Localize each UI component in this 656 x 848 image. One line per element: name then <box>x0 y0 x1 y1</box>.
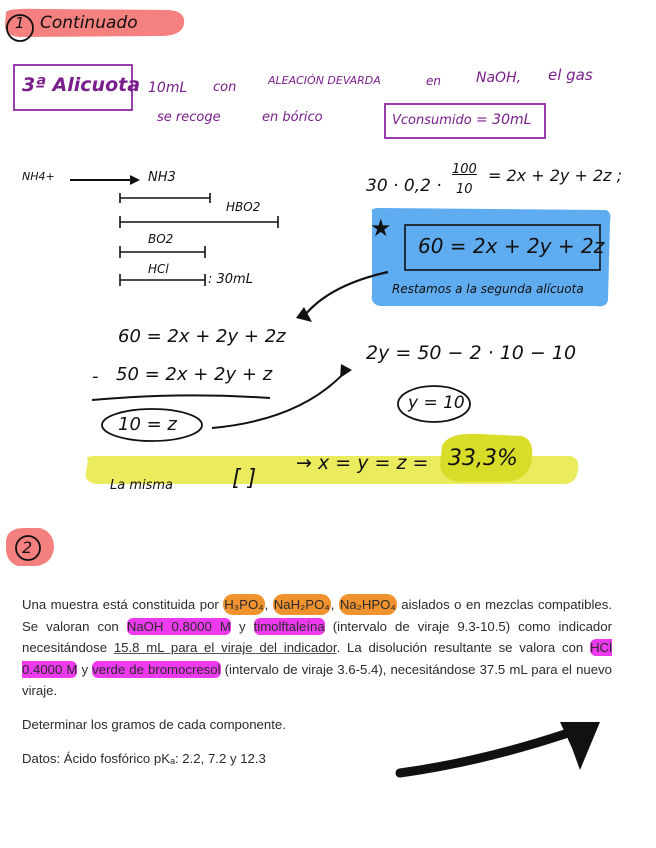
scheme-bo2: BO2 <box>148 232 174 246</box>
section-1-title: Continuado <box>40 13 138 33</box>
boric-text: en bórico <box>262 110 323 125</box>
calc-denominator: 10 <box>456 182 473 197</box>
problem-paragraph-2: Determinar los gramos de cada componente. <box>22 716 286 732</box>
separator: , <box>264 597 273 612</box>
conclusion-brackets: [ ] <box>232 466 257 491</box>
scheme-arrowhead <box>130 175 140 185</box>
problem-text: (intervalo de viraje 3.6-5.4), necesitándose 37.5 mL para el nuevo viraje. <box>22 661 612 699</box>
problem-text: y <box>77 661 93 677</box>
problem-text: (intervalo de viraje 9.3-10.5) como indicador necesitándose <box>22 618 612 656</box>
hcl-concentration: HCl 0.4000 M <box>22 640 612 677</box>
calc-right: = 2x + 2y + 2z ; <box>488 166 622 185</box>
compound-nah2po4: NaH₂PO₄ <box>273 594 331 615</box>
scheme-nh4: NH4+ <box>22 170 55 183</box>
indicator-bromocresol-green: verde de bromocresol <box>92 661 221 677</box>
arrow-to-y-head <box>340 364 352 378</box>
conclusion-equality: → x = y = z = <box>296 452 429 474</box>
vconsumido-value: = 30mL <box>476 112 532 128</box>
subtract-note: Restamos a la segunda alícuota <box>392 282 584 296</box>
compound-h3po4: H₃PO₄ <box>223 594 264 615</box>
problem-text: aislados o en mezclas compatibles. Se valoran con <box>22 597 613 634</box>
problem-text: . La disolución resultante se valora con <box>336 640 591 656</box>
problem-paragraph-1 <box>22 594 612 702</box>
y-equation: 2y = 50 − 2 · 10 − 10 <box>366 342 577 364</box>
section-2-number: 2 <box>22 538 33 557</box>
conclusion-same: La misma <box>110 478 174 493</box>
problem-text: y <box>230 618 254 634</box>
y-result: y = 10 <box>408 393 465 413</box>
problem-text: Una muestra está constituida por <box>22 597 224 612</box>
naoh-text: NaOH, <box>476 70 522 86</box>
calc-left: 30 · 0,2 · <box>366 176 442 196</box>
compound-na2hpo4: Na₂HPO₄ <box>339 594 397 615</box>
indicator-thymolphthalein: timolftaleína <box>253 618 325 634</box>
first-volume: 15.8 mL para el viraje del indicador <box>113 640 337 656</box>
collected-text: se recoge <box>157 110 221 125</box>
naoh-concentration: NaOH 0.8000 M <box>126 618 231 634</box>
conclusion-percent: 33,3% <box>448 446 518 471</box>
z-result: 10 = z <box>118 414 177 435</box>
subtraction-line <box>92 395 270 400</box>
section-1-number: 1 <box>15 14 25 32</box>
star-icon: ★ <box>370 214 392 242</box>
calc-numerator: 100 <box>452 162 477 177</box>
scheme-total: : 30mL <box>208 272 253 287</box>
subtraction-eq-2: 50 = 2x + 2y + z <box>116 364 273 385</box>
gas-text: el gas <box>548 66 593 84</box>
con-text: con <box>213 80 237 95</box>
volume-text: 10mL <box>148 80 188 96</box>
scheme-hbo2: HBO2 <box>226 200 261 214</box>
problem-data: Datos: Ácido fosfórico pKₐ: 2.2, 7.2 y 12.3 <box>22 750 266 766</box>
en-text: en <box>426 74 441 88</box>
subtraction-eq-1: 60 = 2x + 2y + 2z <box>118 326 286 347</box>
scheme-nh3: NH3 <box>148 170 176 185</box>
problem-statement <box>22 594 612 781</box>
vconsumido-label: Vconsumido <box>392 113 472 128</box>
minus-sign: - <box>92 366 99 387</box>
aliquot-label: 3ª Alicuota <box>22 74 141 96</box>
alloy-text: ALEACIÓN DEVARDA <box>268 74 381 87</box>
separator: , <box>330 597 339 612</box>
boxed-equation: 60 = 2x + 2y + 2z <box>418 234 605 258</box>
scheme-hcl: HCl <box>148 262 169 276</box>
